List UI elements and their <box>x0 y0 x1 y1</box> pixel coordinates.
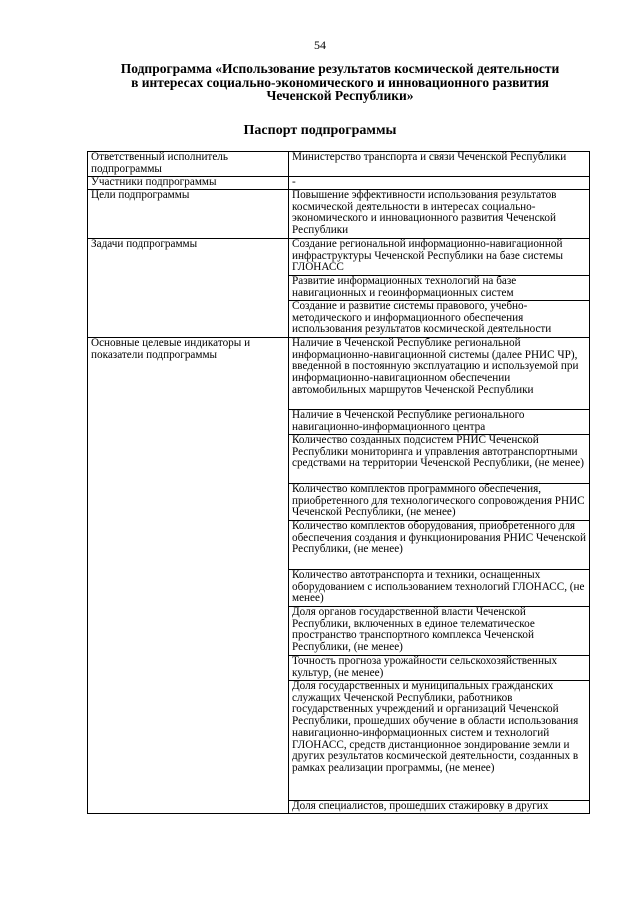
document-title <box>80 62 600 103</box>
title-line: Чеченской Республики» <box>266 88 414 103</box>
row-label: Цели подпрограммы <box>88 190 289 239</box>
table-row <box>88 338 590 410</box>
row-label: Участники подпрограммы <box>88 177 289 190</box>
task-item: Развитие информационных технологий на базе навигационных и геоинформационных систем <box>289 276 590 301</box>
indicator-item: Доля органов государственной власти Чеченской Республики, включенных в единое телематическое пространство транспортного комплекса Чеченской Республики, (не менее) <box>289 607 590 656</box>
row-label: Задачи подпрограммы <box>88 239 289 338</box>
indicator-item: Доля специалистов, прошедших стажировку в других <box>289 801 590 814</box>
indicator-item: Наличие в Чеченской Республике региональной информационно-навигационной системы (далее РНИС ЧР), введенной в постоянную эксплуатацию и используемой при информационно-навигационном обеспечении автомобильных маршрутов Чеченской Республики <box>289 338 590 410</box>
indicator-item: Точность прогноза урожайности сельскохозяйственных культур, (не менее) <box>289 656 590 681</box>
indicator-item: Количество автотранспорта и техники, оснащенных оборудованием с использованием технологий ГЛОНАСС, (не менее) <box>289 570 590 607</box>
table-row <box>88 239 590 276</box>
title-line: Подпрограмма «Использование результатов космической деятельности <box>120 61 560 76</box>
page-number: 54 <box>314 38 326 52</box>
table-row <box>88 152 590 177</box>
row-value: - <box>289 177 590 190</box>
indicator-item: Количество созданных подсистем РНИС Чеченской Республики мониторинга и управления автотранспортными средствами на территории Чеченской Республики, (не менее) <box>289 435 590 484</box>
row-label: Ответственный исполнитель подпрограммы <box>88 152 289 177</box>
table-row <box>88 177 590 190</box>
task-item: Создание и развитие системы правового, учебно-методического и информационного обеспечения использования результатов космической деятельности <box>289 301 590 338</box>
row-label: Основные целевые индикаторы и показатели подпрограммы <box>88 338 289 814</box>
task-item: Создание региональной информационно-навигационной инфраструктуры Чеченской Республики на базе системы ГЛОНАСС <box>289 239 590 276</box>
row-value: Министерство транспорта и связи Чеченской Республики <box>289 152 590 177</box>
indicator-item: Наличие в Чеченской Республике регионального навигационно-информационного центра <box>289 410 590 435</box>
indicator-item: Количество комплектов программного обеспечения, приобретенного для технологического сопровождения РНИС Чеченской Республики, (не менее) <box>289 484 590 521</box>
indicator-item: Количество комплектов оборудования, приобретенного для обеспечения создания и функционирования РНИС Чеченской Республики, (не менее) <box>289 521 590 570</box>
indicator-item: Доля государственных и муниципальных гражданских служащих Чеченской Республики, работников государственных учреждений и организаций Чеченской Республики, прошедших обучение в области использования навигационно-информационных систем и технологий ГЛОНАСС, средств дистанционное зондирование земли и других результатов космической деятельности, созданных в рамках реализации программы, (не менее) <box>289 681 590 801</box>
passport-table <box>87 151 590 814</box>
passport-heading: Паспорт подпрограммы <box>243 123 397 138</box>
title-line: в интересах социально-экономического и инновационного развития <box>131 74 549 90</box>
row-value: Повышение эффективности использования результатов космической деятельности в интересах социально-экономического и инновационного развития Чеченской Республики <box>289 190 590 239</box>
table-row <box>88 190 590 239</box>
